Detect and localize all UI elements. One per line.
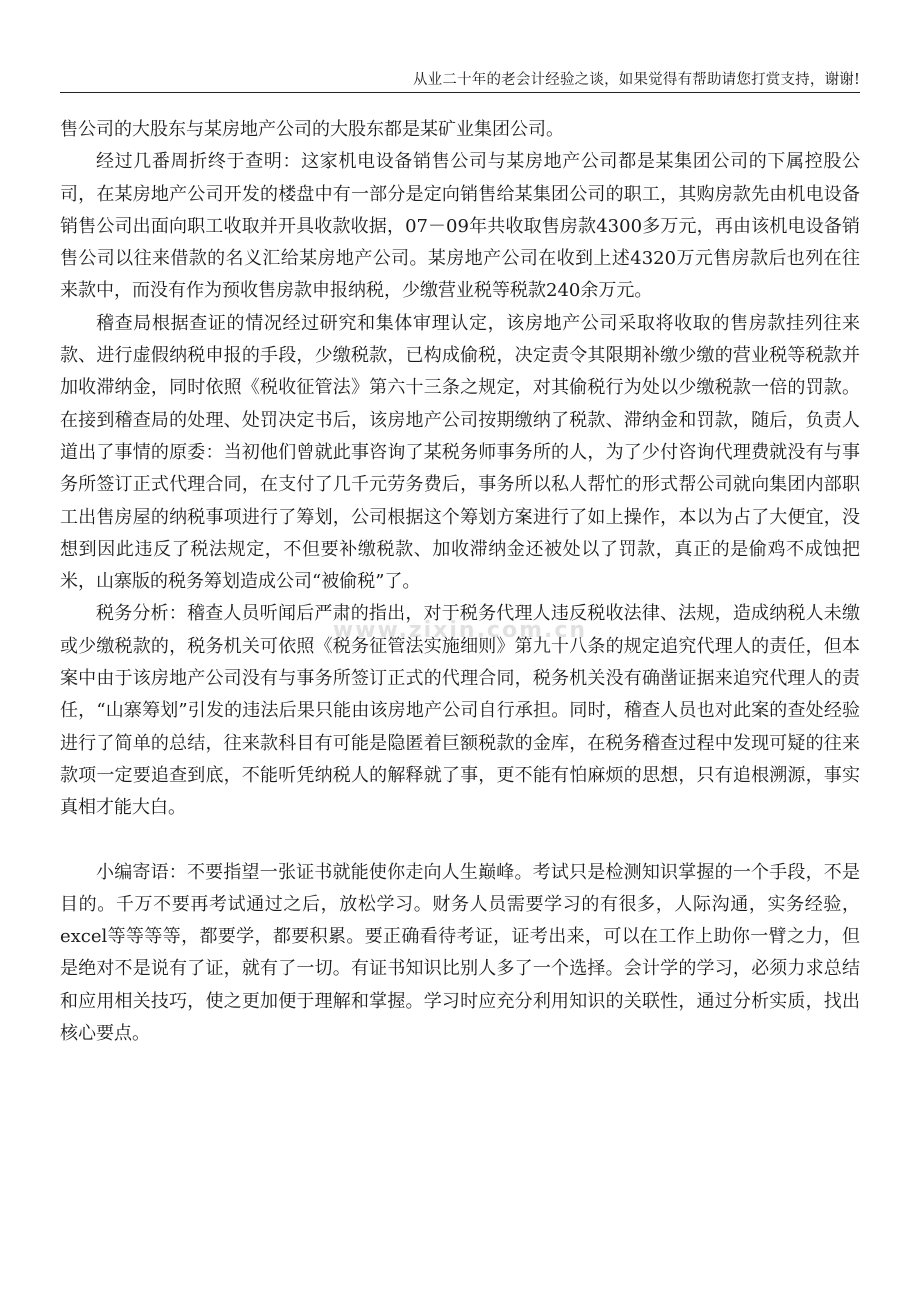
paragraph-editor-note: 小编寄语：不要指望一张证书就能使你走向人生巅峰。考试只是检测知识掌握的一个手段，不是目的。千万不要再考试通过之后，放松学习。财务人员需要学习的有很多，人际沟通，实务经验，excel等等等等，都要学，都要积累。要正确看待考证，证考出来，可以在工作上助你一臂之力，但是绝对不是说有了证，就有了一切。有证书知识比别人多了一个选择。会计学的学习，必须力求总结和应用相关技巧，使之更加便于理解和掌握。学习时应充分利用知识的关联性，通过分析实质，找出核心要点。 [60,861,860,1045]
document-body [60,114,860,1050]
paragraph-determination: 稽查局根据查证的情况经过研究和集体审理认定，该房地产公司采取将收取的售房款挂列往来款、进行虚假纳税申报的手段，少缴税款，已构成偷税，决定责令其限期补缴少缴的营业税等税款并加收滞纳金，同时依照《税收征管法》第六十三条之规定，对其偷税行为处以少缴税款一倍的罚款。在接到稽查局的处理、处罚决定书后，该房地产公司按期缴纳了税款、滞纳金和罚款，随后，负责人道出了事情的原委：当初他们曾就此事咨询了某税务师事务所的人，为了少付咨询代理费就没有与事务所签订正式代理合同，在支付了几千元劳务费后，事务所以私人帮忙的形式帮公司就向集团内部职工出售房屋的纳税事项进行了筹划，公司根据这个筹划方案进行了如上操作，本以为占了大便宜，没想到因此违反了税法规定，不但要补缴税款、加收滞纳金还被处以了罚款，真正的是偷鸡不成蚀把米，山寨版的税务筹划造成公司“被偷税”了。 [60,312,860,593]
paragraph-tax-analysis: 税务分析：稽查人员听闻后严肃的指出，对于税务代理人违反税收法律、法规，造成纳税人未缴或少缴税款的，税务机关可依照《税务征管法实施细则》第九十八条的规定追究代理人的责任，但本案中由于该房地产公司没有与事务所签订正式的代理合同，税务机关没有确凿证据来追究代理人的责任，“山寨筹划”引发的违法后果只能由该房地产公司自行承担。同时，稽查人员也对此案的查处经验进行了简单的总结，往来款科目有可能是隐匿着巨额税款的金库，在税务稽查过程中发现可疑的往来款项一定要追查到底，不能听凭纳税人的解释就了事，更不能有怕麻烦的思想，只有追根溯源，事实真相才能大白。 [60,603,860,819]
page-header [60,62,860,93]
paragraph-investigation: 经过几番周折终于查明：这家机电设备销售公司与某房地产公司都是某集团公司的下属控股公司，在某房地产公司开发的楼盘中有一部分是定向销售给某集团公司的职工，其购房款先由机电设备销售公司出面向职工收取并开具收款收据，07－09年共收取售房款4300多万元，再由该机电设备销售公司以往来借款的名义汇给某房地产公司。某房地产公司在收到上述4320万元售房款后也列在往来款中，而没有作为预收售房款申报纳税，少缴营业税等税款240余万元。 [60,151,860,302]
paragraph-spacer [60,825,860,857]
paragraph-continuation: 售公司的大股东与某房地产公司的大股东都是某矿业集团公司。 [60,119,564,140]
header-text: 从业二十年的老会计经验之谈，如果觉得有帮助请您打赏支持，谢谢! [412,72,860,88]
watermark: www.zixin.com.cn [332,618,588,643]
